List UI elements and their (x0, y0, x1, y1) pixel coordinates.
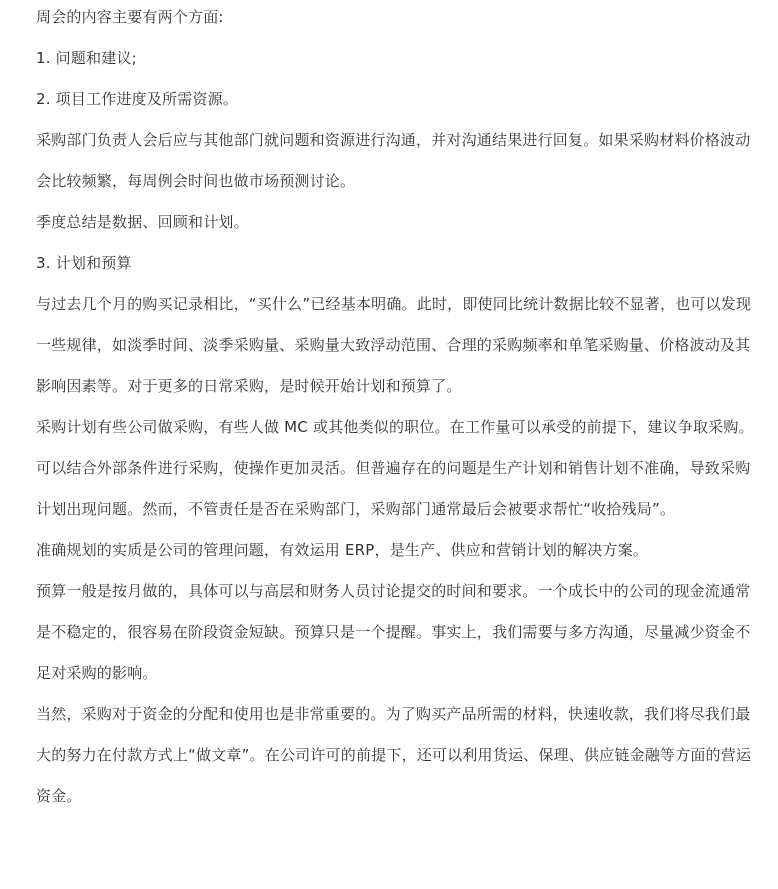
paragraph-purchase-records: 与过去几个月的购买记录相比，“买什么”已经基本明确。此时，即使同比统计数据比较不显著，也可以发现一些规律，如淡季时间、淡季采购量、采购量大致浮动范围、合理的采购频率和单笔采购量、价格波动及其影响因素等。对于更多的日常采购，是时候开始计划和预算了。 (36, 295, 752, 395)
paragraph-communication: 采购部门负责人会后应与其他部门就问题和资源进行沟通，并对沟通结果进行回复。如果采购材料价格波动会比较频繁，每周例会时间也做市场预测讨论。 (36, 131, 751, 190)
paragraph-item-2: 2. 项目工作进度及所需资源。 (36, 90, 239, 108)
paragraph-erp: 准确规划的实质是公司的管理问题，有效运用 ERP，是生产、供应和营销计划的解决方案。 (36, 541, 649, 559)
paragraph-item-3-heading: 3. 计划和预算 (36, 254, 132, 272)
document-body (36, 0, 756, 817)
paragraph-funds: 当然，采购对于资金的分配和使用也是非常重要的。为了购买产品所需的材料，快速收款，我们将尽我们最大的努力在付款方式上“做文章”。在公司许可的前提下，还可以利用货运、保理、供应链金融等方面的营运资金。 (36, 705, 752, 805)
paragraph-quarterly-summary: 季度总结是数据、回顾和计划。 (36, 213, 249, 231)
paragraph-item-1: 1. 问题和建议; (36, 49, 137, 67)
paragraph-budget: 预算一般是按月做的，具体可以与高层和财务人员讨论提交的时间和要求。一个成长中的公司的现金流通常是不稳定的，很容易在阶段资金短缺。预算只是一个提醒。事实上，我们需要与多方沟通，尽量减少资金不足对采购的影响。 (36, 582, 751, 682)
paragraph-purchase-plan: 采购计划有些公司做采购，有些人做 MC 或其他类似的职位。在工作量可以承受的前提下，建议争取采购。可以结合外部条件进行采购，使操作更加灵活。但普遍存在的问题是生产计划和销售计划不准确，导致采购计划出现问题。然而，不管责任是否在采购部门，采购部门通常最后会被要求帮忙“收拾残局”。 (36, 418, 754, 518)
paragraph-intro: 周会的内容主要有两个方面: (36, 8, 224, 26)
